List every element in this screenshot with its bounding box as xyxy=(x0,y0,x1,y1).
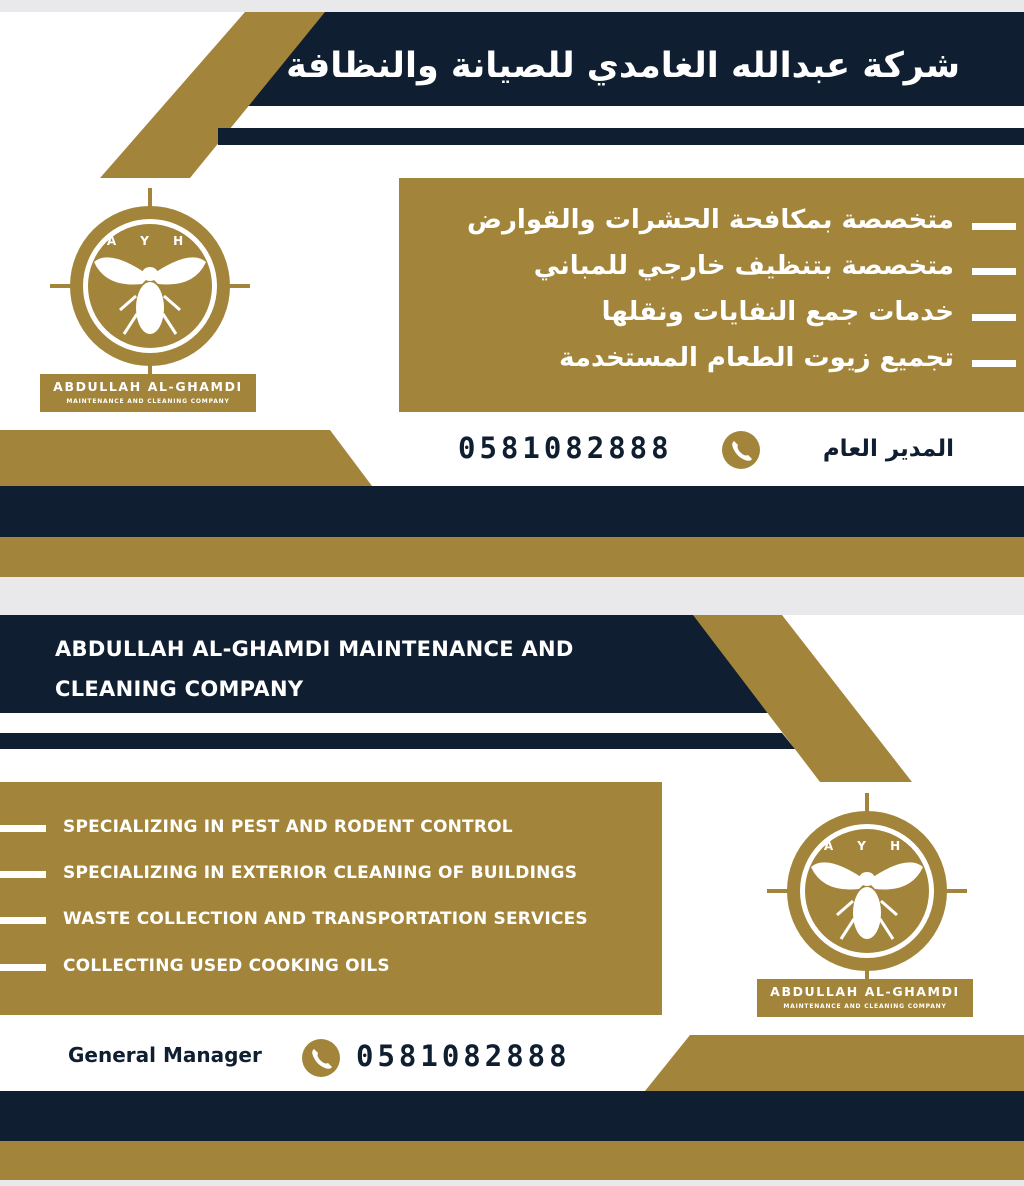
company-logo xyxy=(50,188,250,418)
phone-icon xyxy=(302,1039,340,1077)
logo-subtitle: MAINTENANCE AND CLEANING COMPANY xyxy=(783,1003,947,1010)
service-dash xyxy=(0,825,46,832)
service-dash xyxy=(972,223,1016,230)
service-item-exterior-cleaning-ar: متخصصة بتنظيف خارجي للمباني xyxy=(533,251,954,281)
logo-subtitle: MAINTENANCE AND CLEANING COMPANY xyxy=(66,398,230,405)
logo-name: ABDULLAH AL-GHAMDI xyxy=(770,984,960,999)
logo-name-plate xyxy=(40,374,256,412)
service-dash xyxy=(0,917,46,924)
service-dash xyxy=(0,871,46,878)
phone-number[interactable]: 0581082888 xyxy=(356,1039,571,1073)
logo-initials: A Y H xyxy=(106,234,194,248)
service-item-cooking-oils: COLLECTING USED COOKING OILS xyxy=(63,956,390,976)
service-dash xyxy=(972,268,1016,275)
service-item-exterior-cleaning: SPECIALIZING IN EXTERIOR CLEANING OF BUILDINGS xyxy=(63,863,578,883)
service-dash xyxy=(972,314,1016,321)
service-item-pest-control-ar: متخصصة بمكافحة الحشرات والقوارض xyxy=(466,205,954,235)
manager-label-english: General Manager xyxy=(68,1043,262,1067)
service-item-waste-collection: WASTE COLLECTION AND TRANSPORTATION SERVICES xyxy=(63,909,588,929)
service-dash xyxy=(0,964,46,971)
crosshair-insect-icon xyxy=(50,188,250,374)
arabic-business-card xyxy=(0,12,1024,577)
company-title-english: ABDULLAH AL-GHAMDI MAINTENANCE AND CLEANING COMPANY xyxy=(55,637,574,701)
crosshair-insect-icon xyxy=(767,793,967,979)
service-dash xyxy=(972,360,1016,367)
service-item-waste-collection-ar: خدمات جمع النفايات ونقلها xyxy=(601,297,954,327)
english-business-card xyxy=(0,615,1024,1180)
company-logo xyxy=(767,793,967,1023)
service-item-pest-control: SPECIALIZING IN PEST AND RODENT CONTROL xyxy=(63,817,513,837)
manager-label-arabic: المدير العام xyxy=(822,436,954,462)
phone-number[interactable]: 0581082888 xyxy=(458,431,673,465)
company-title-arabic: شركة عبدالله الغامدي للصيانة والنظافة xyxy=(286,46,960,86)
logo-name: ABDULLAH AL-GHAMDI xyxy=(53,379,243,394)
service-item-cooking-oils-ar: تجميع زيوت الطعام المستخدمة xyxy=(559,343,954,373)
logo-name-plate xyxy=(757,979,973,1017)
phone-icon xyxy=(722,431,760,469)
logo-initials: A Y H xyxy=(823,839,911,853)
